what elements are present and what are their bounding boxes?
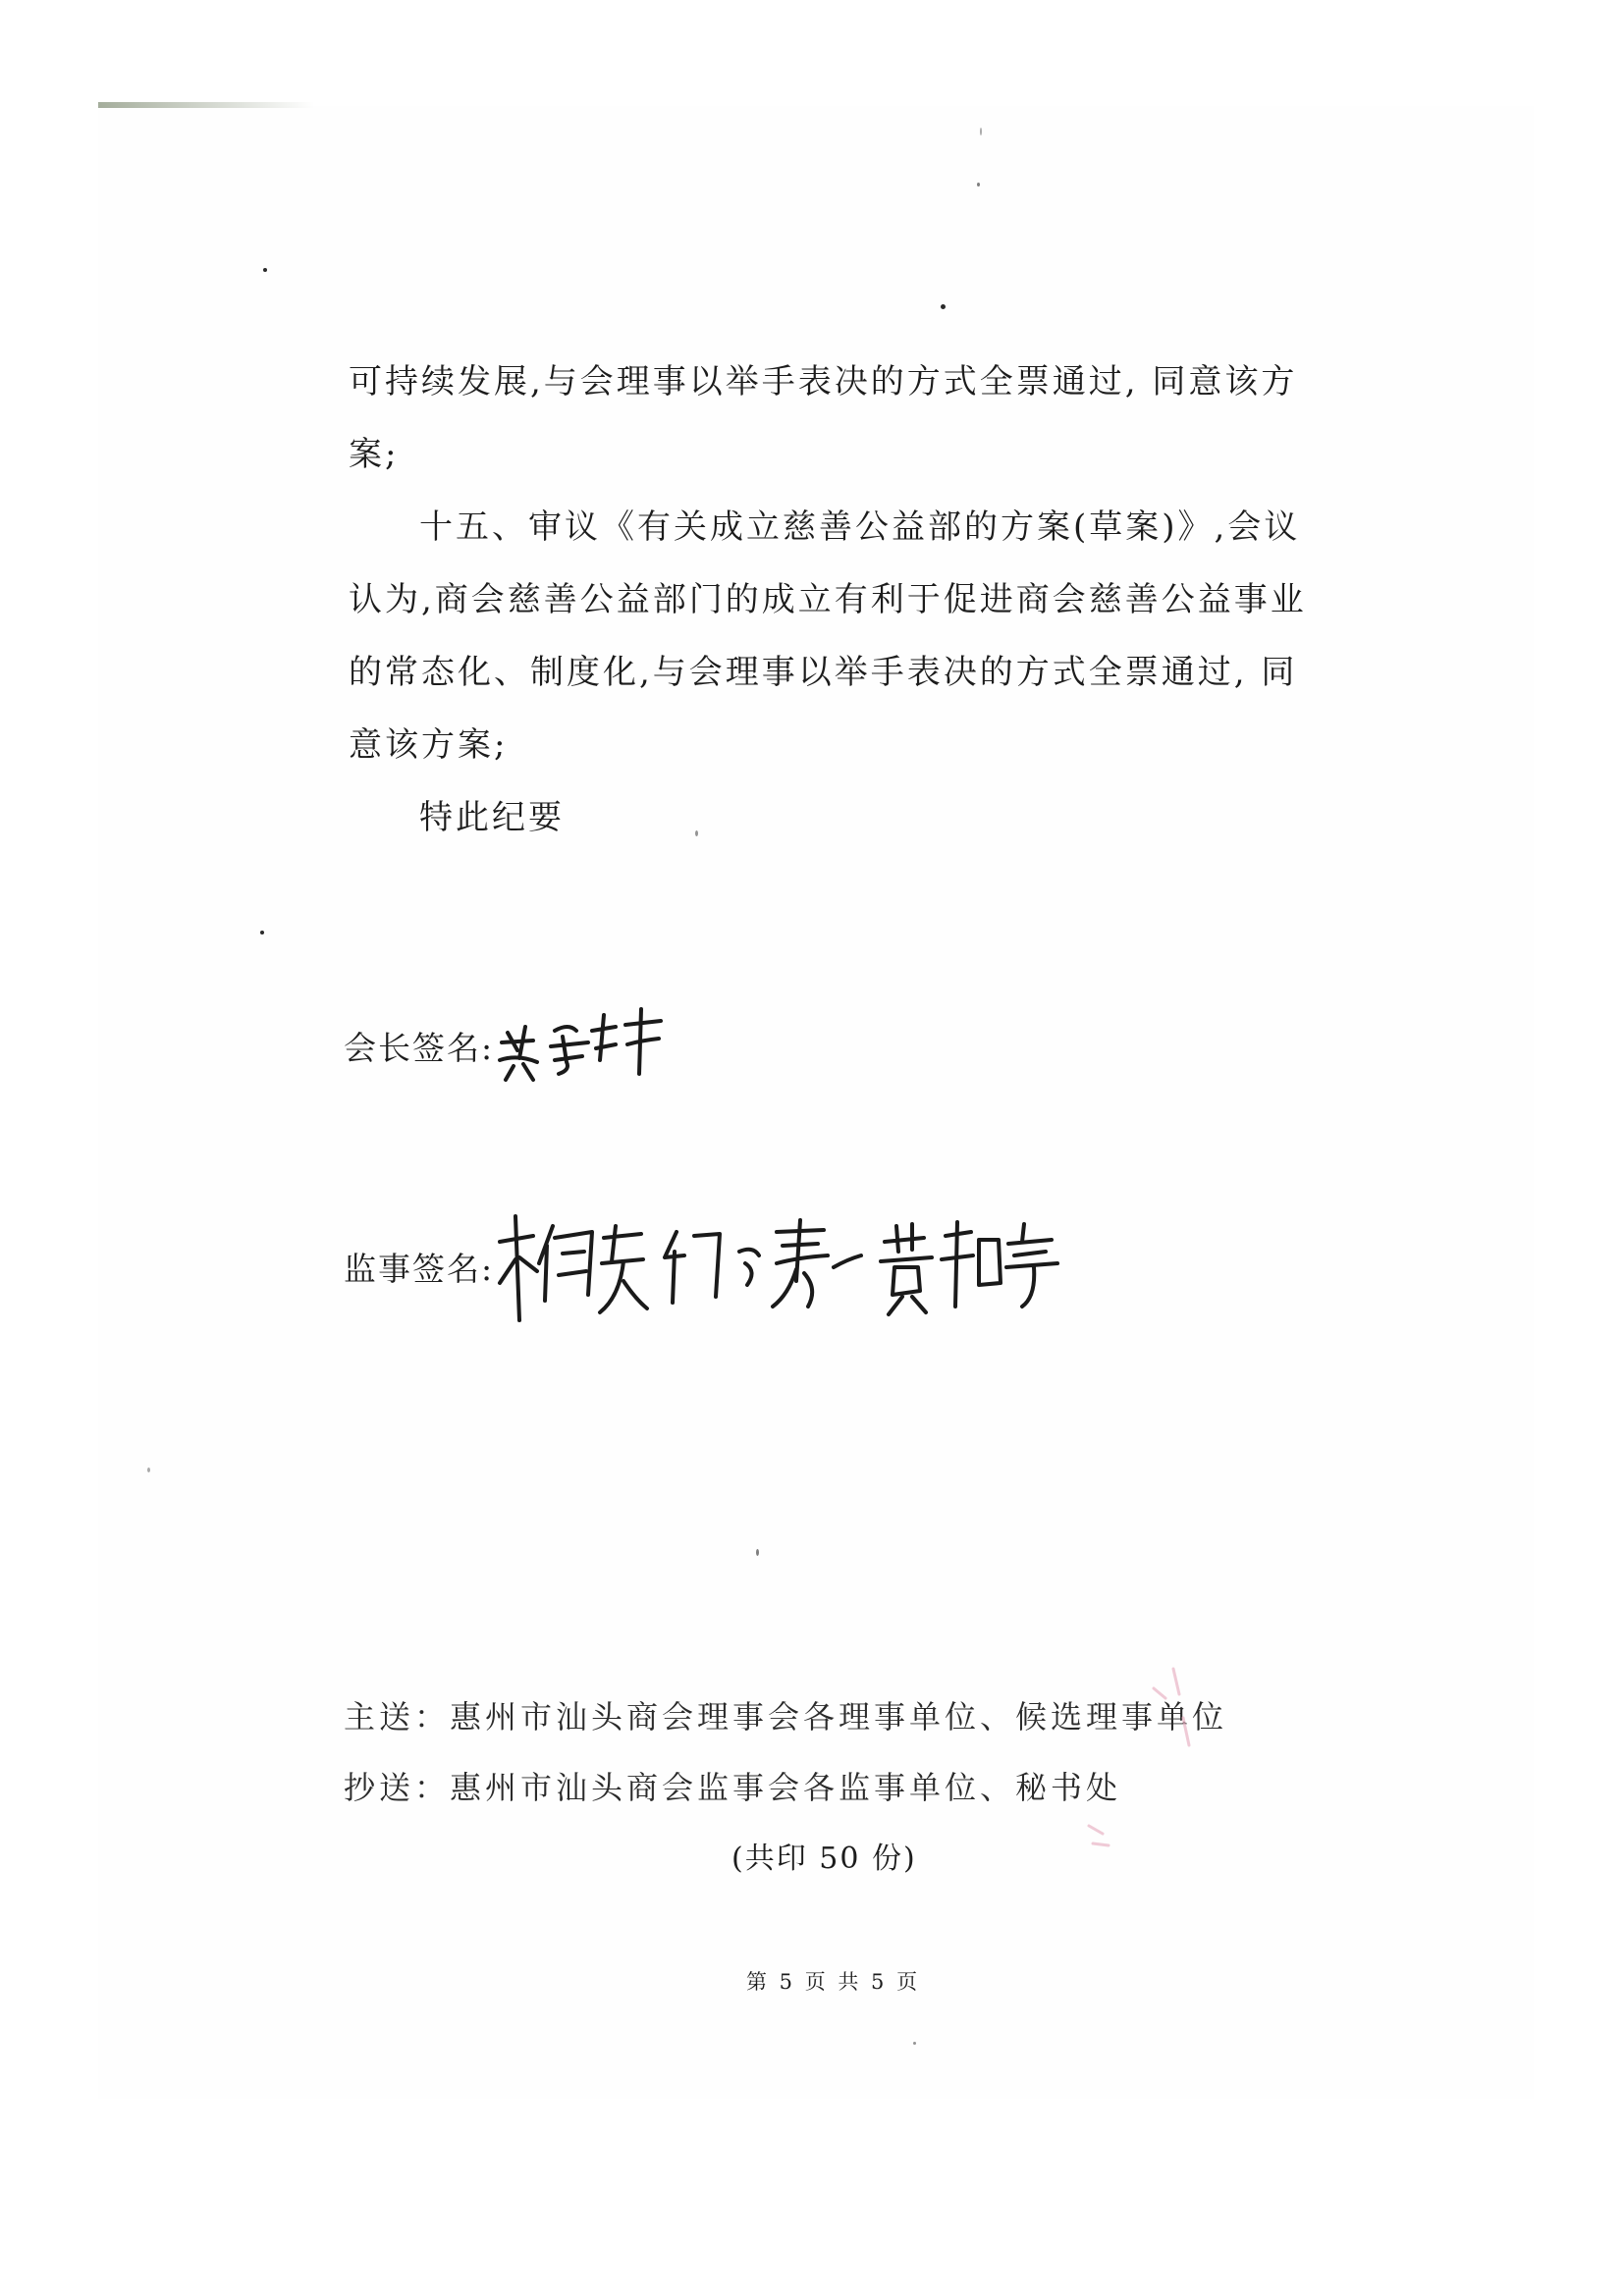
scan-speck [913,2042,916,2045]
scan-speck [756,1549,759,1556]
scan-speck [263,268,267,272]
seal-ink-trace [1085,1659,1193,1855]
main-recipients: 主送：惠州市汕头商会理事会各理事单位、候选理事单位 [344,1698,1228,1735]
scan-speck [941,304,946,309]
scan-speck [147,1468,150,1472]
scan-speck [977,183,980,187]
page-footer: 第 5 页 共 5 页 [746,1970,921,1994]
scan-speck [260,931,264,934]
scan-speck [980,128,982,135]
paragraph: 可持续发展,与会理事以举手表决的方式全票通过, 同意该方案; [349,362,1298,474]
supervisor-signature-label: 监事签名: [344,1249,495,1288]
supervisor-signature-2 [651,1212,877,1320]
paragraph: 特此纪要 [419,798,565,837]
paragraph: 十五、审议《有关成立慈善公益部的方案(草案)》,会议认为,商会慈善公益部门的成立有利于促进商会慈善公益事业的常态化、制度化,与会理事以举手表决的方式全票通过, 同意该方案; [349,507,1307,765]
supervisor-signature-3 [877,1212,1063,1320]
president-signature-row [344,1001,680,1090]
president-signature-label: 会长签名: [344,1028,495,1067]
supervisor-signature-row [344,1202,1063,1330]
supervisor-signature-1 [494,1202,651,1330]
copy-recipients: 抄送：惠州市汕头商会监事会各监事单位、秘书处 [344,1769,1122,1806]
copies-note: (共印 50 份) [731,1842,917,1876]
president-signature [494,1001,680,1090]
body-text [349,346,1330,854]
scan-edge-artifact [98,102,314,108]
